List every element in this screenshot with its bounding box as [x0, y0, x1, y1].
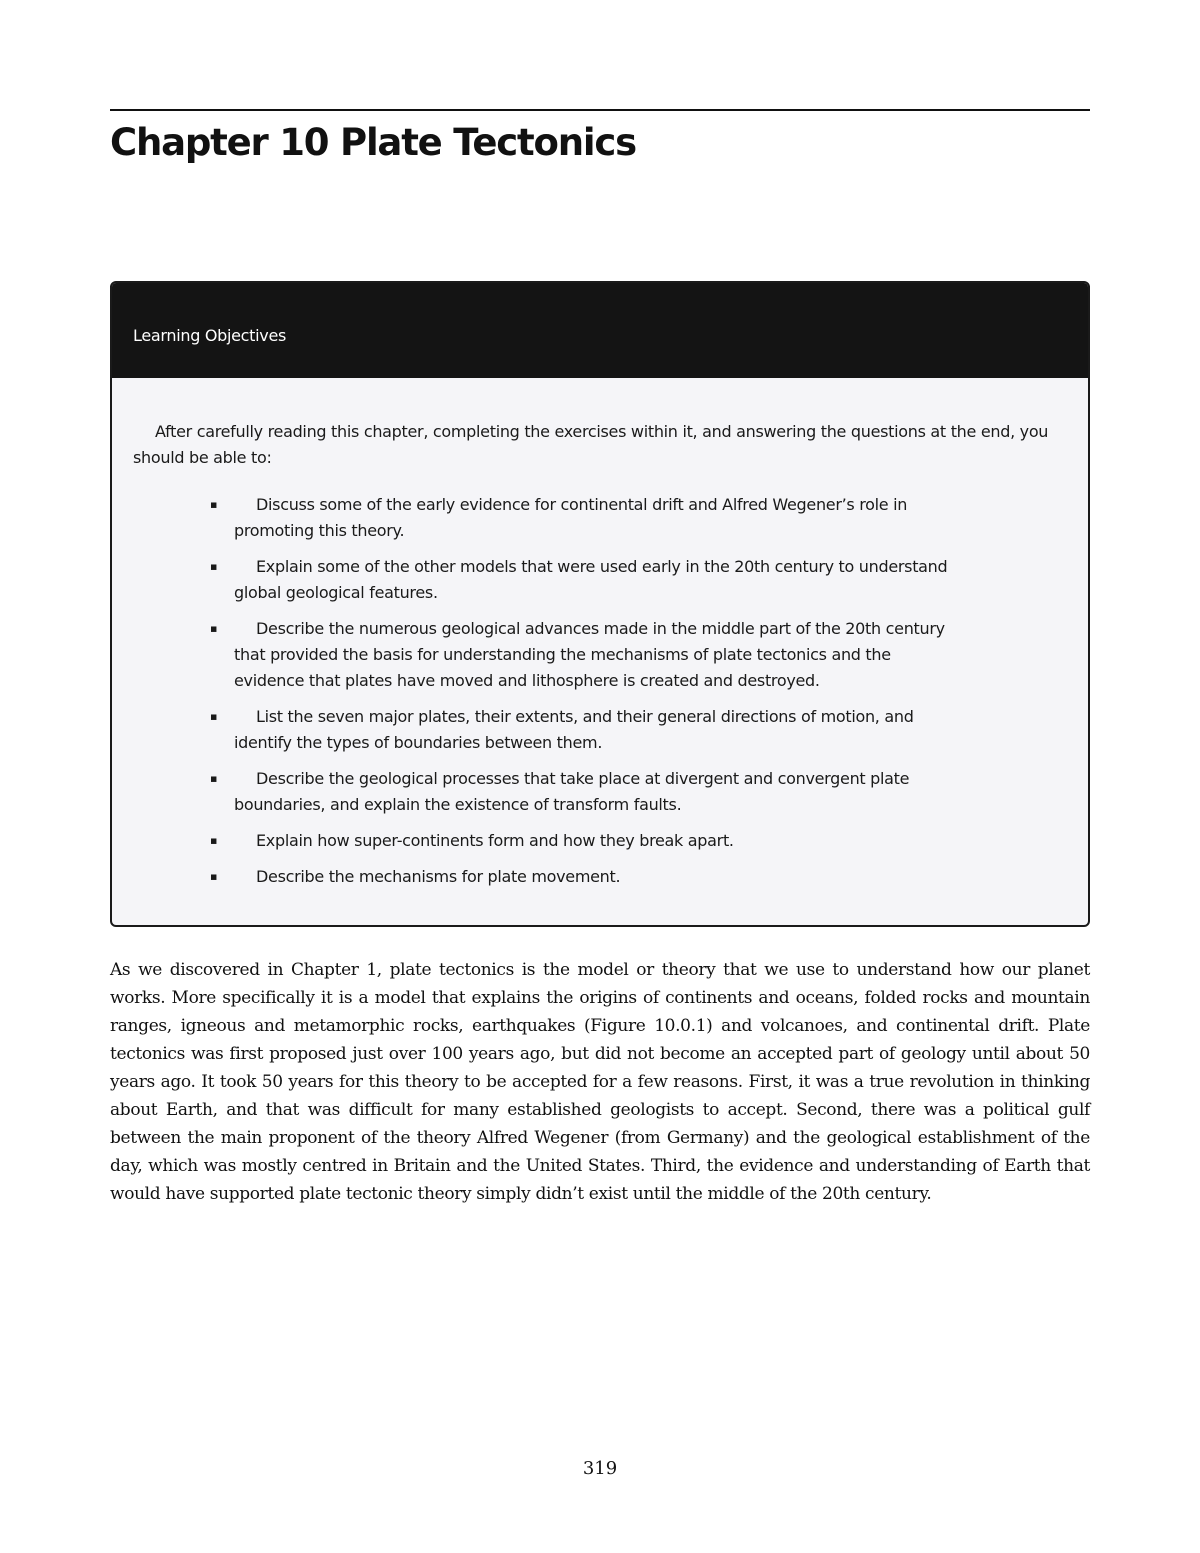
objective-text: Describe the geological processes that take place at divergent and convergent plate boundaries, and explain the existence of transform faults. — [234, 769, 910, 814]
objectives-intro: After carefully reading this chapter, completing the exercises within it, and answering the questions at the end, you should be able to: — [133, 422, 1049, 467]
bullet-icon: ▪ — [210, 870, 218, 883]
chapter-title: Chapter 10 Plate Tectonics — [110, 121, 636, 164]
objective-text: Describe the mechanisms for plate movement. — [256, 867, 621, 886]
objective-item — [210, 492, 964, 544]
objective-item — [210, 554, 964, 606]
learning-objectives-body — [112, 378, 1088, 890]
objective-item — [210, 766, 964, 818]
learning-objectives-box — [110, 281, 1090, 927]
objective-item — [210, 704, 964, 756]
objective-text: Explain some of the other models that were used early in the 20th century to understand global geological features. — [234, 557, 948, 602]
learning-objectives-header: Learning Objectives — [112, 283, 1088, 378]
objective-text: Explain how super-continents form and how they break apart. — [256, 831, 734, 850]
bullet-icon: ▪ — [210, 772, 218, 785]
bullet-icon: ▪ — [210, 560, 218, 573]
bullet-icon: ▪ — [210, 622, 218, 635]
bullet-icon: ▪ — [210, 498, 218, 511]
chapter-rule — [110, 109, 1090, 111]
page-number: 319 — [582, 1458, 618, 1479]
bullet-icon: ▪ — [210, 710, 218, 723]
objective-item — [210, 864, 964, 890]
objective-item — [210, 616, 964, 694]
objective-item — [210, 828, 964, 854]
body-paragraph: As we discovered in Chapter 1, plate tectonics is the model or theory that we use to understand how our planet works. More specifically it is a model that explains the origins of continents and oceans, folded rocks and mountain ranges, igneous and metamorphic rocks, earthquakes (Figure 10.0.1) and volcanoes, and continental drift. Plate tectonics was first proposed just over 100 years ago, but did not become an accepted part of geology until about 50 years ago. It took 50 years for this theory to be accepted for a few reasons. First, it was a true revolution in thinking about Earth, and that was difficult for many established geologists to accept. Second, there was a political gulf between the main proponent of the theory Alfred Wegener (from Germany) and the geological establishment of the day, which was mostly centred in Britain and the United States. Third, the evidence and understanding of Earth that would have supported plate tectonic theory simply didn’t exist until the middle of the 20th century. — [110, 960, 1090, 1204]
bullet-icon: ▪ — [210, 834, 218, 847]
objective-text: Describe the numerous geological advances made in the middle part of the 20th century that provided the basis for understanding the mechanisms of plate tectonics and the evidence that plates have moved and lithosphere is created and destroyed. — [234, 619, 945, 690]
objective-text: Discuss some of the early evidence for continental drift and Alfred Wegener’s role in promoting this theory. — [234, 495, 908, 540]
objectives-list — [133, 492, 964, 890]
objective-text: List the seven major plates, their extents, and their general directions of motion, and identify the types of boundaries between them. — [234, 707, 914, 752]
